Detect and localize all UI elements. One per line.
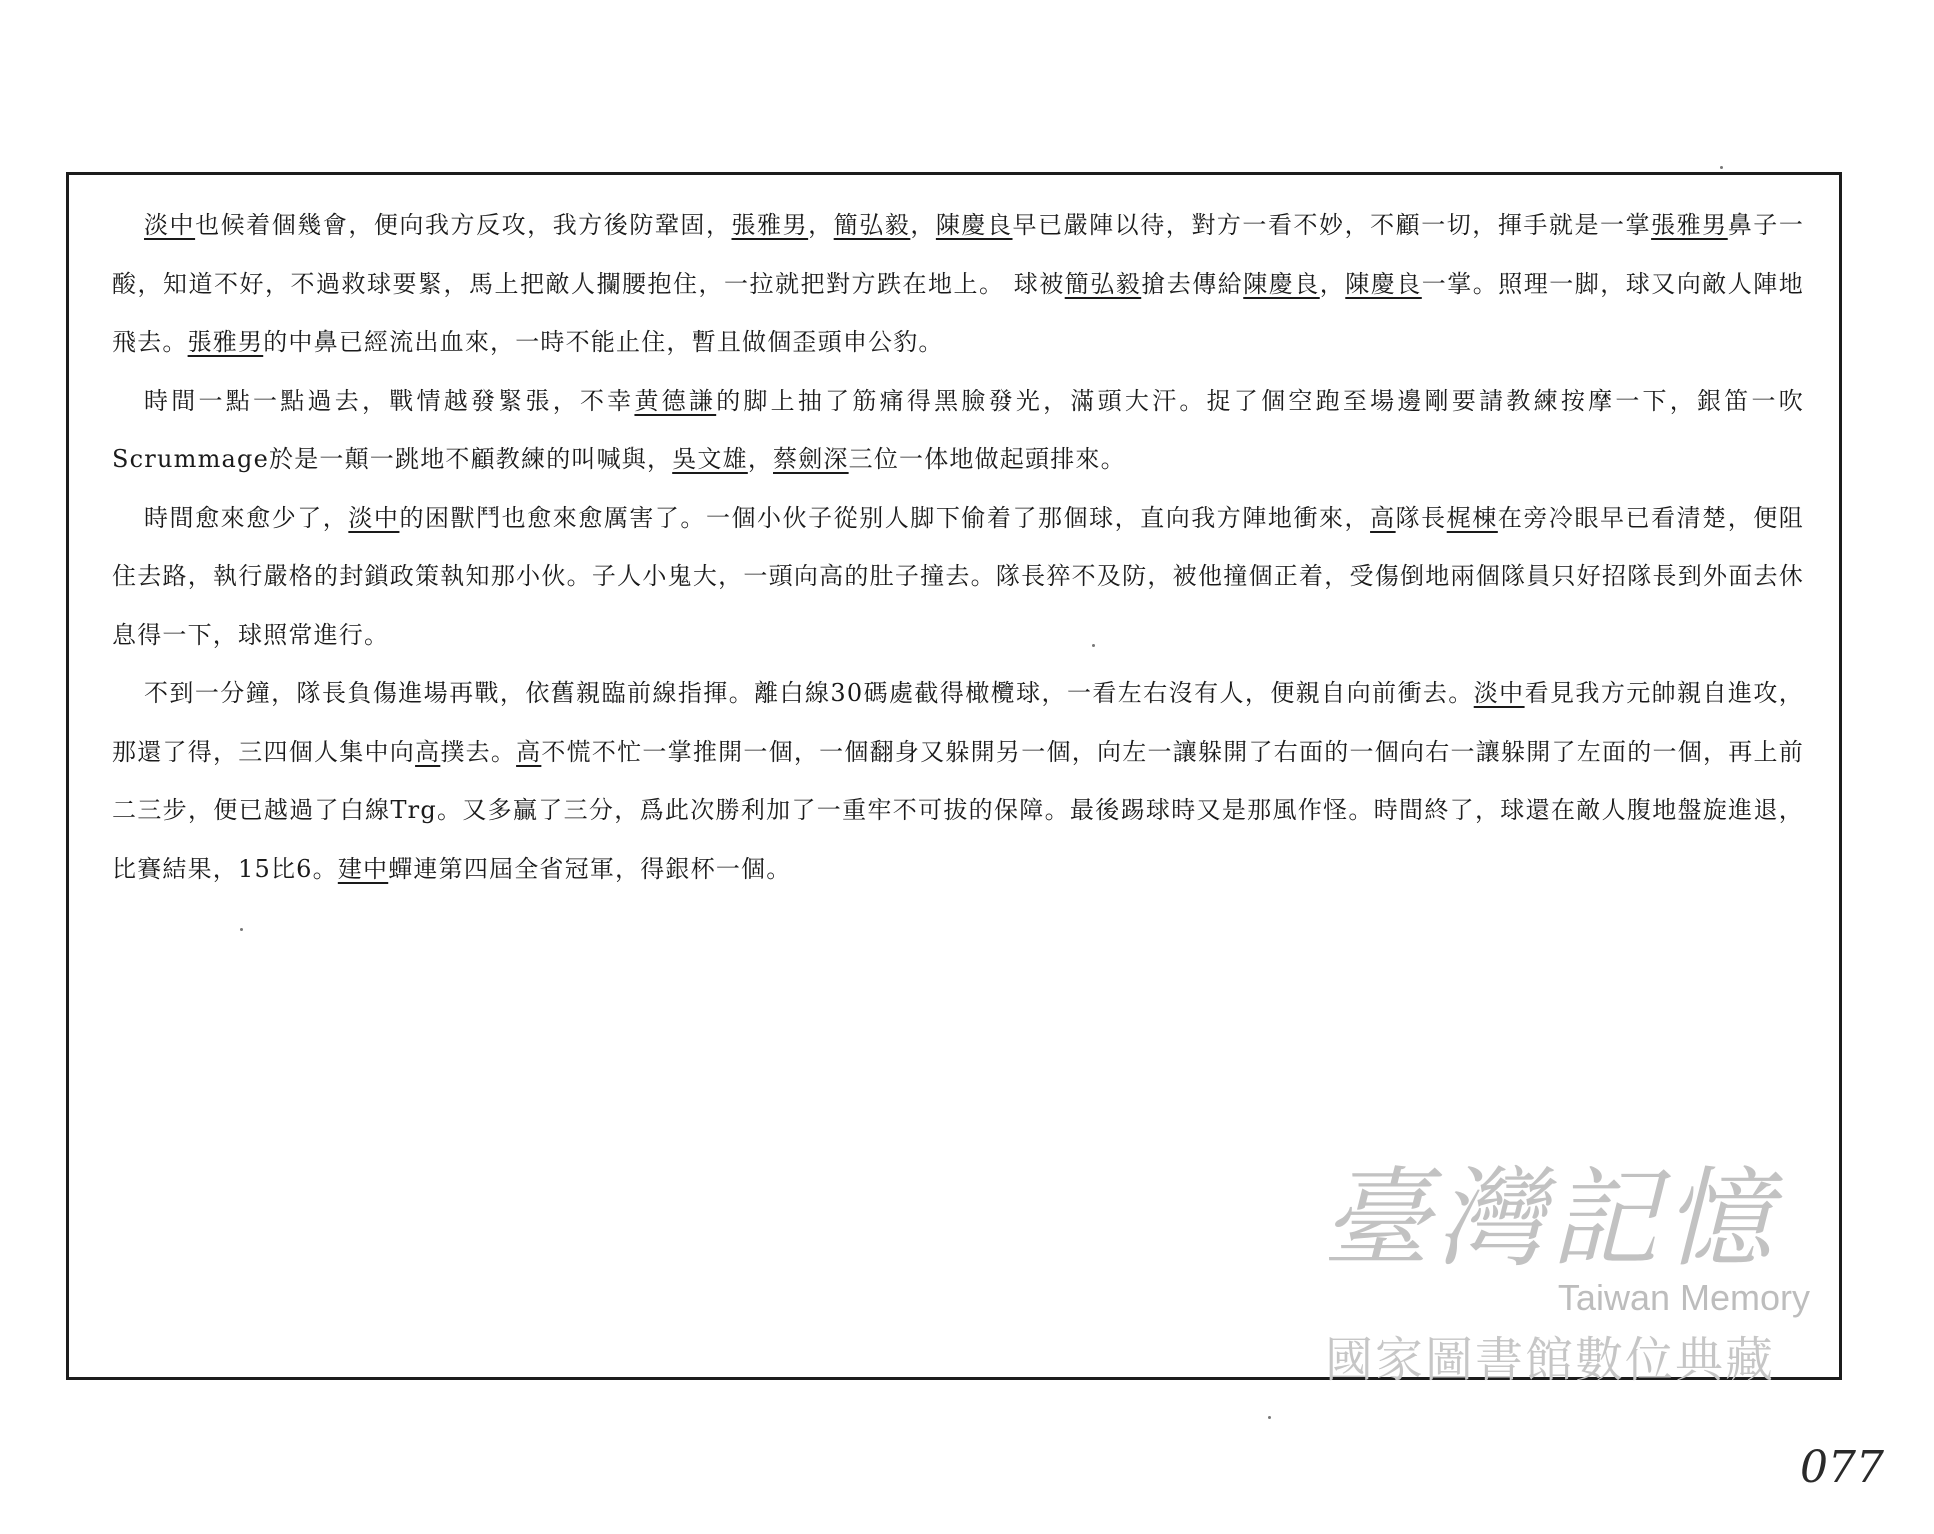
text-run: ，: [1319, 269, 1346, 298]
underlined-name: 陳慶良: [1243, 269, 1320, 298]
text-run: 搶去傳給: [1141, 269, 1244, 298]
underlined-name: 高: [516, 737, 542, 766]
underlined-name: 簡弘毅: [833, 211, 911, 239]
underlined-name: 淡中: [144, 211, 196, 239]
underlined-name: 蔡劍深: [773, 445, 849, 473]
text-run: 看見我方元帥親自進攻，那還了得，三四個人集中向: [112, 679, 1805, 766]
underlined-name: 高: [415, 737, 441, 766]
underlined-name: 淡中: [1473, 679, 1525, 707]
underlined-name: 張雅男: [731, 211, 809, 239]
underlined-name: 陳慶良: [935, 211, 1013, 239]
underlined-name: 梶棟: [1446, 503, 1498, 532]
watermark-library: 國家圖書館數位典藏: [1324, 1332, 1775, 1388]
text-run: 的中鼻已經流出血來，一時不能止住，暫且做個歪頭申公豹。: [263, 328, 944, 356]
paragraph-3: [112, 489, 1804, 665]
underlined-name: 建中: [337, 854, 389, 883]
text-run: 的困獸鬥也愈來愈厲害了。一個小伙子從别人脚下偷着了那個球，直向我方陣地衝來，: [399, 503, 1371, 532]
article-body: [112, 196, 1804, 898]
text-run: 不到一分鐘，隊長負傷進場再戰，依舊親臨前線指揮。離白線30碼處截得橄欖球，一看左右沒有人，便親自向前衝去。: [144, 679, 1474, 707]
watermark-title-en: Taiwan Memory: [1557, 1277, 1810, 1318]
text-run: 隊長: [1395, 503, 1447, 532]
page-number: 077: [1800, 1442, 1884, 1493]
underlined-name: 吳文雄: [672, 445, 748, 473]
paragraph-4: [112, 664, 1804, 898]
text-run: ，: [910, 211, 936, 239]
taiwan-memory-watermark: [1290, 1157, 1810, 1410]
text-run: ，: [808, 211, 834, 239]
text-run: ，: [747, 445, 774, 473]
text-run: 三位一体地做起頭排來。: [848, 445, 1126, 473]
underlined-name: 張雅男: [187, 328, 264, 356]
text-run: 不慌不忙一掌推開一個，一個翻身又躲開另一個，向左一讓躲開了右面的一個向右一讓躲開了左面的一個，再上前二三步，便已越過了白線Trg。又多贏了三分，爲此次勝利加了一重牢不可拔的保障。最後踢球時又是那風作怪。時間終了，球還在敵人腹地盤旋進退，比賽結果，15比6。: [112, 737, 1805, 883]
text-run: 鼻子一酸，知道不好，不過救球要緊，馬上把敵人攔腰抱住，一拉就把對方跌在地上。 球被: [112, 211, 1805, 298]
underlined-name: 淡中: [348, 503, 400, 532]
underlined-name: 張雅男: [1651, 211, 1728, 239]
text-run: 也候着個幾會，便向我方反攻，我方後防鞏固，: [195, 211, 732, 239]
underlined-name: 高: [1370, 503, 1396, 532]
scan-speck: [1268, 1416, 1271, 1419]
underlined-name: 黄德謙: [634, 386, 717, 415]
text-run: 時間愈來愈少了，: [144, 503, 349, 532]
text-run: 一掌。照理一脚，球又向敵人陣地飛去。: [112, 269, 1805, 356]
text-run: 蟬連第四屆全省冠軍，得銀杯一個。: [388, 854, 792, 883]
scan-speck: [240, 928, 243, 931]
paragraph-2: [112, 372, 1804, 489]
watermark-title-cn: 臺灣記憶: [1321, 1157, 1778, 1282]
scan-speck: [1092, 644, 1095, 647]
underlined-name: 簡弘毅: [1064, 269, 1142, 298]
text-run: 在旁冷眼早已看清楚，便阻住去路，執行嚴格的封鎖政策執知那小伙。子人小鬼大，一頭向高的肚子撞去。隊長猝不及防，被他撞個正着，受傷倒地兩個隊員只好招隊長到外面去休息得一下，球照常進行。: [112, 503, 1804, 649]
text-run: 早已嚴陣以待，對方一看不妙，不顧一切，揮手就是一掌: [1012, 211, 1652, 239]
scan-speck: [1720, 166, 1723, 169]
text-run: 撲去。: [440, 737, 517, 766]
paragraph-1: [112, 196, 1804, 372]
text-run: 時間一點一點過去，戰情越發緊張，不幸: [144, 386, 635, 415]
underlined-name: 陳慶良: [1345, 269, 1422, 298]
text-run: 的脚上抽了筋痛得黑臉發光，滿頭大汗。捉了個空跑至場邊剛要請教練按摩一下，銀笛一吹Scrummage於是一顛一跳地不顧教練的叫喊與，: [112, 386, 1804, 473]
